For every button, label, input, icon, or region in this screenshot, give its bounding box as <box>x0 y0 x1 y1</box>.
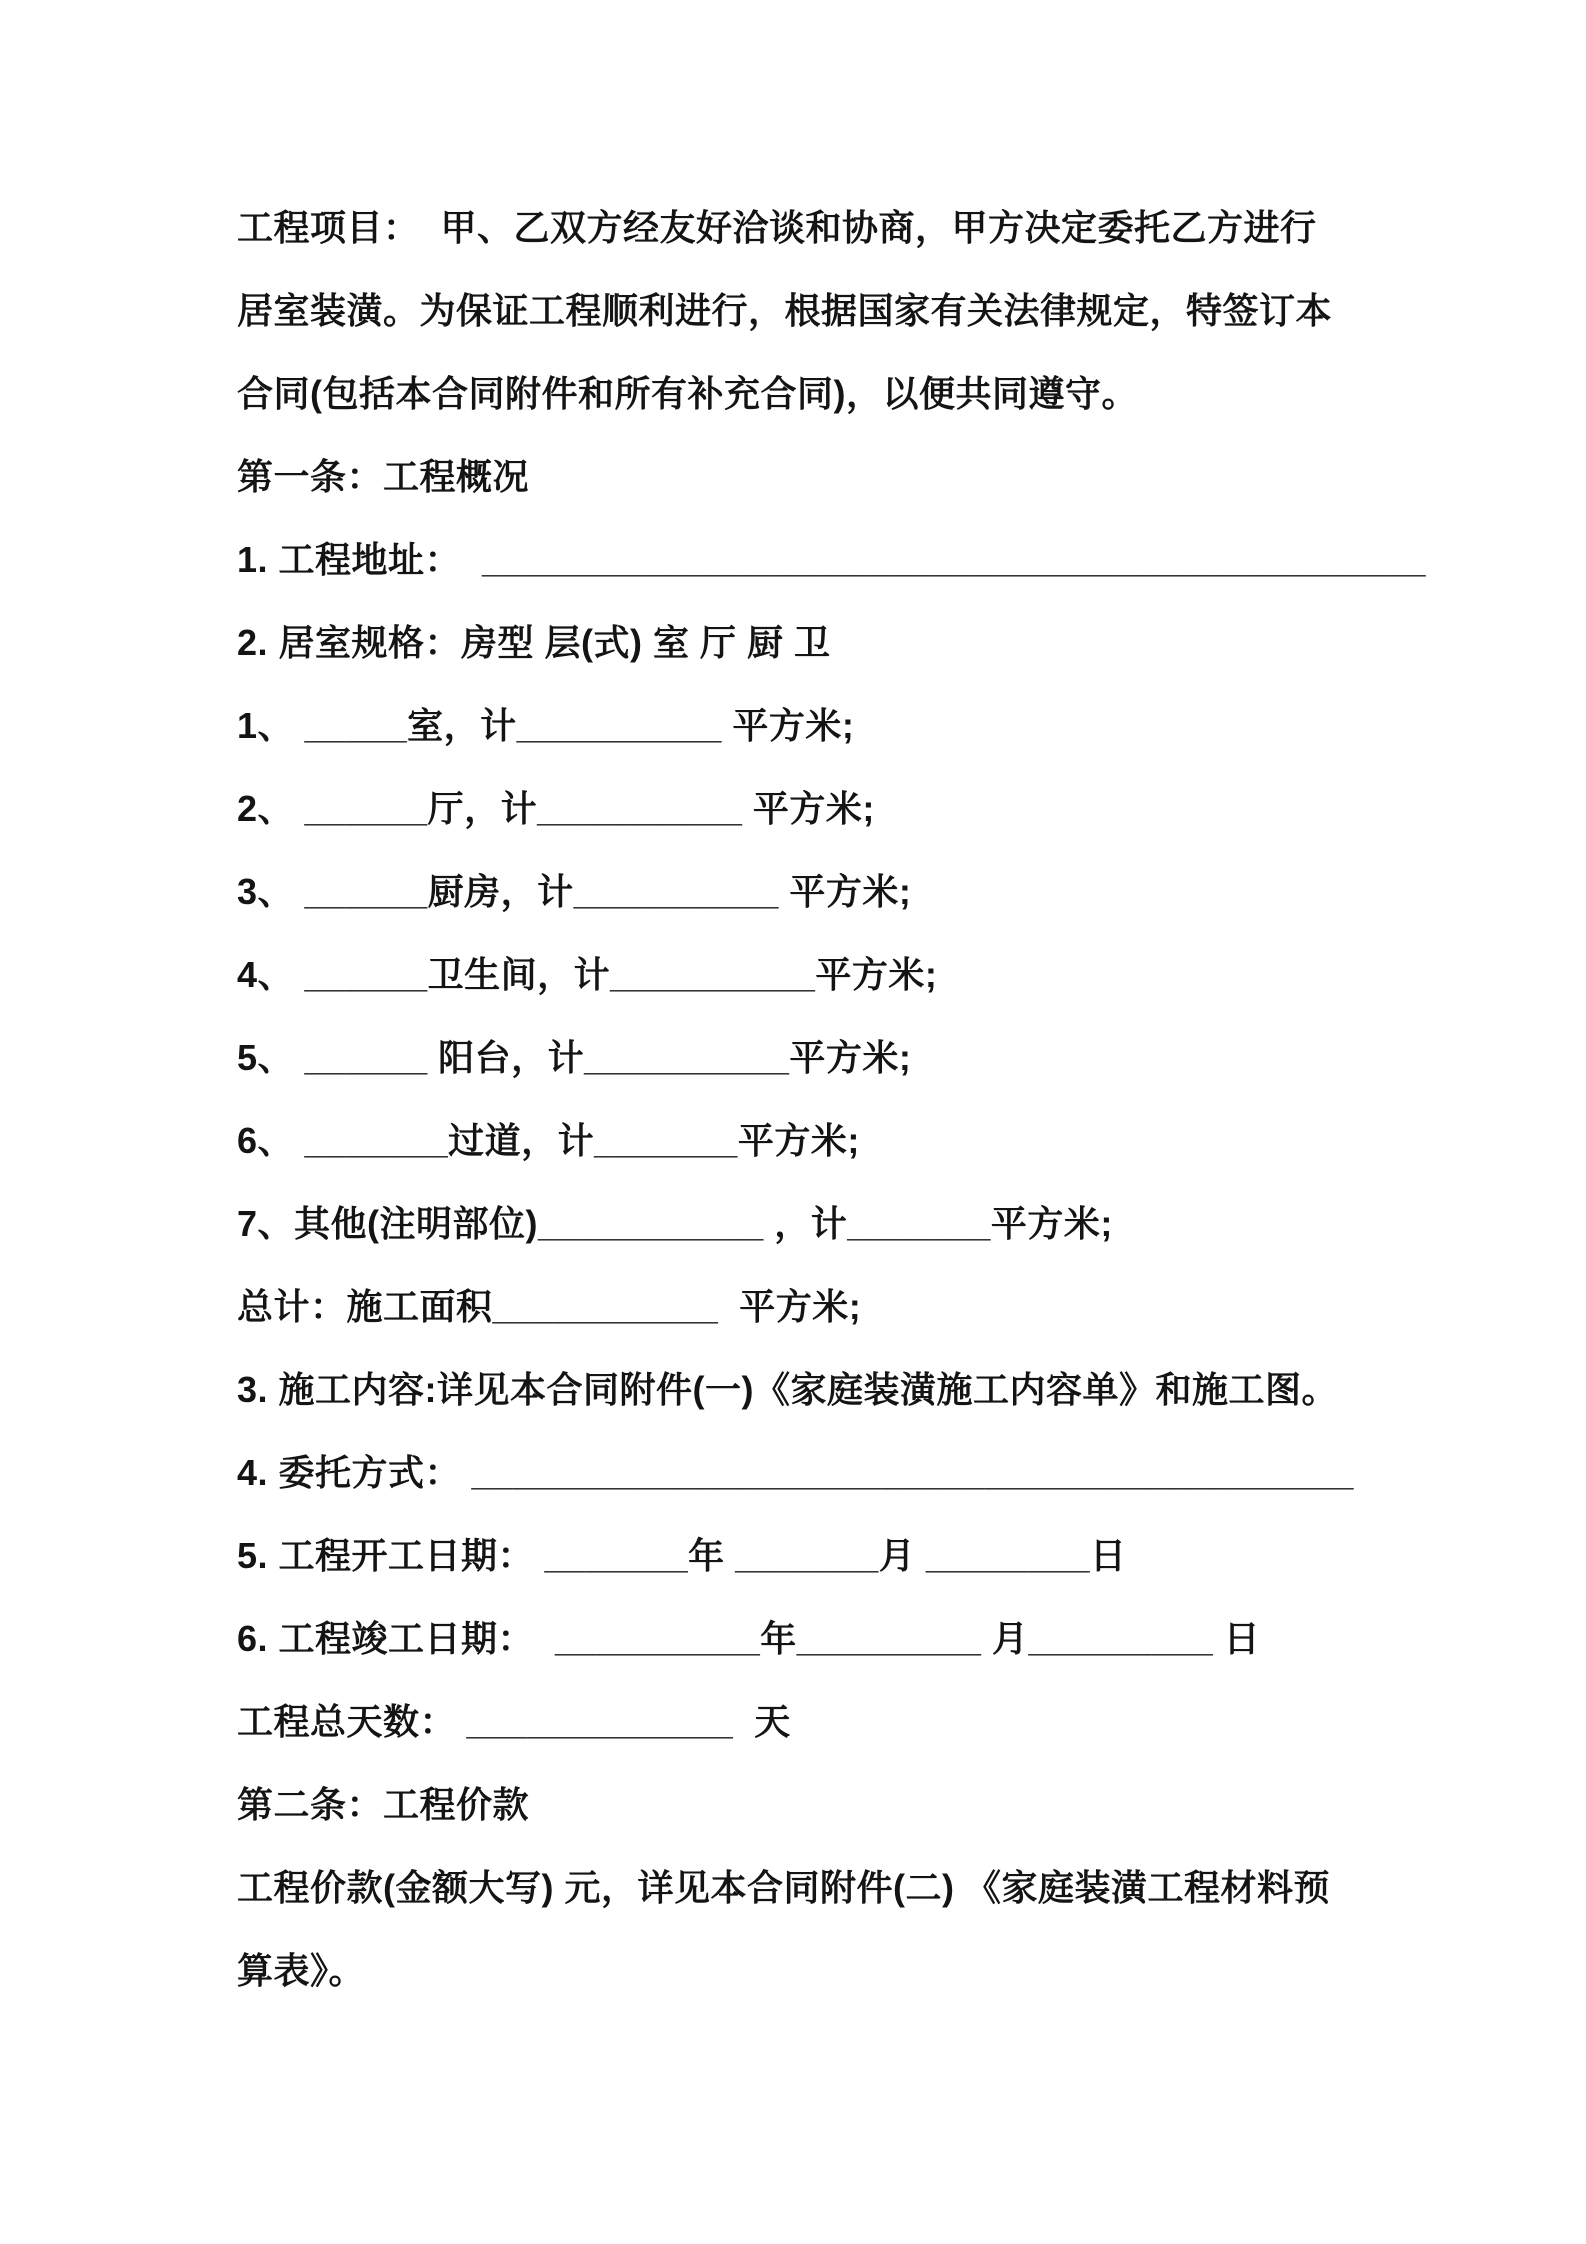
contract-line-spec: 2. 居室规格：房型 层(式) 室 厅 厨 卫 <box>237 622 831 663</box>
contract-line-intro-3: 合同(包括本合同附件和所有补充合同)，以便共同遵守。 <box>237 373 1138 414</box>
contract-line-price-cont: 算表》。 <box>237 1950 366 1991</box>
contract-line-intro-2: 居室装潢。为保证工程顺利进行，根据国家有关法律规定，特签订本 <box>237 290 1333 331</box>
contract-line-bathroom: 4、 ______卫生间，计__________平方米; <box>237 954 938 995</box>
contract-line-total-days: 工程总天数： _____________ 天 <box>237 1701 791 1742</box>
contract-line-delegation: 4. 委托方式： ___________________________________________ <box>237 1452 1354 1493</box>
contract-line-intro-1: 工程项目： 甲、乙双方经友好洽谈和协商，甲方决定委托乙方进行 <box>237 207 1317 248</box>
contract-line-scope: 3. 施工内容:详见本合同附件(一)《家庭装潢施工内容单》和施工图。 <box>237 1369 1338 1410</box>
contract-line-start-date: 5. 工程开工日期： _______年 _______月 ________日 <box>237 1535 1127 1576</box>
contract-line-hall: 2、 ______厅，计__________ 平方米; <box>237 788 875 829</box>
contract-line-kitchen: 3、 ______厨房，计__________ 平方米; <box>237 871 912 912</box>
contract-line-balcony: 5、 ______ 阳台，计__________平方米; <box>237 1037 912 1078</box>
contract-heading-article-2: 第二条：工程价款 <box>237 1784 530 1825</box>
contract-body <box>237 186 1427 2012</box>
contract-line-other: 7、其他(注明部位)___________ ，计_______平方米; <box>237 1203 1113 1244</box>
contract-line-address: 1. 工程地址： ______________________________________________ <box>237 539 1427 580</box>
contract-line-room: 1、 _____室，计__________ 平方米; <box>237 705 855 746</box>
contract-line-price: 工程价款(金额大写) 元，详见本合同附件(二) 《家庭装潢工程材料预 <box>237 1867 1330 1908</box>
contract-heading-article-1: 第一条：工程概况 <box>237 456 530 497</box>
contract-line-corridor: 6、 _______过道，计_______平方米; <box>237 1120 860 1161</box>
contract-line-total-area: 总计：施工面积___________ 平方米; <box>237 1286 862 1327</box>
contract-line-finish-date: 6. 工程竣工日期： __________年_________ 月_________ 日 <box>237 1618 1261 1659</box>
